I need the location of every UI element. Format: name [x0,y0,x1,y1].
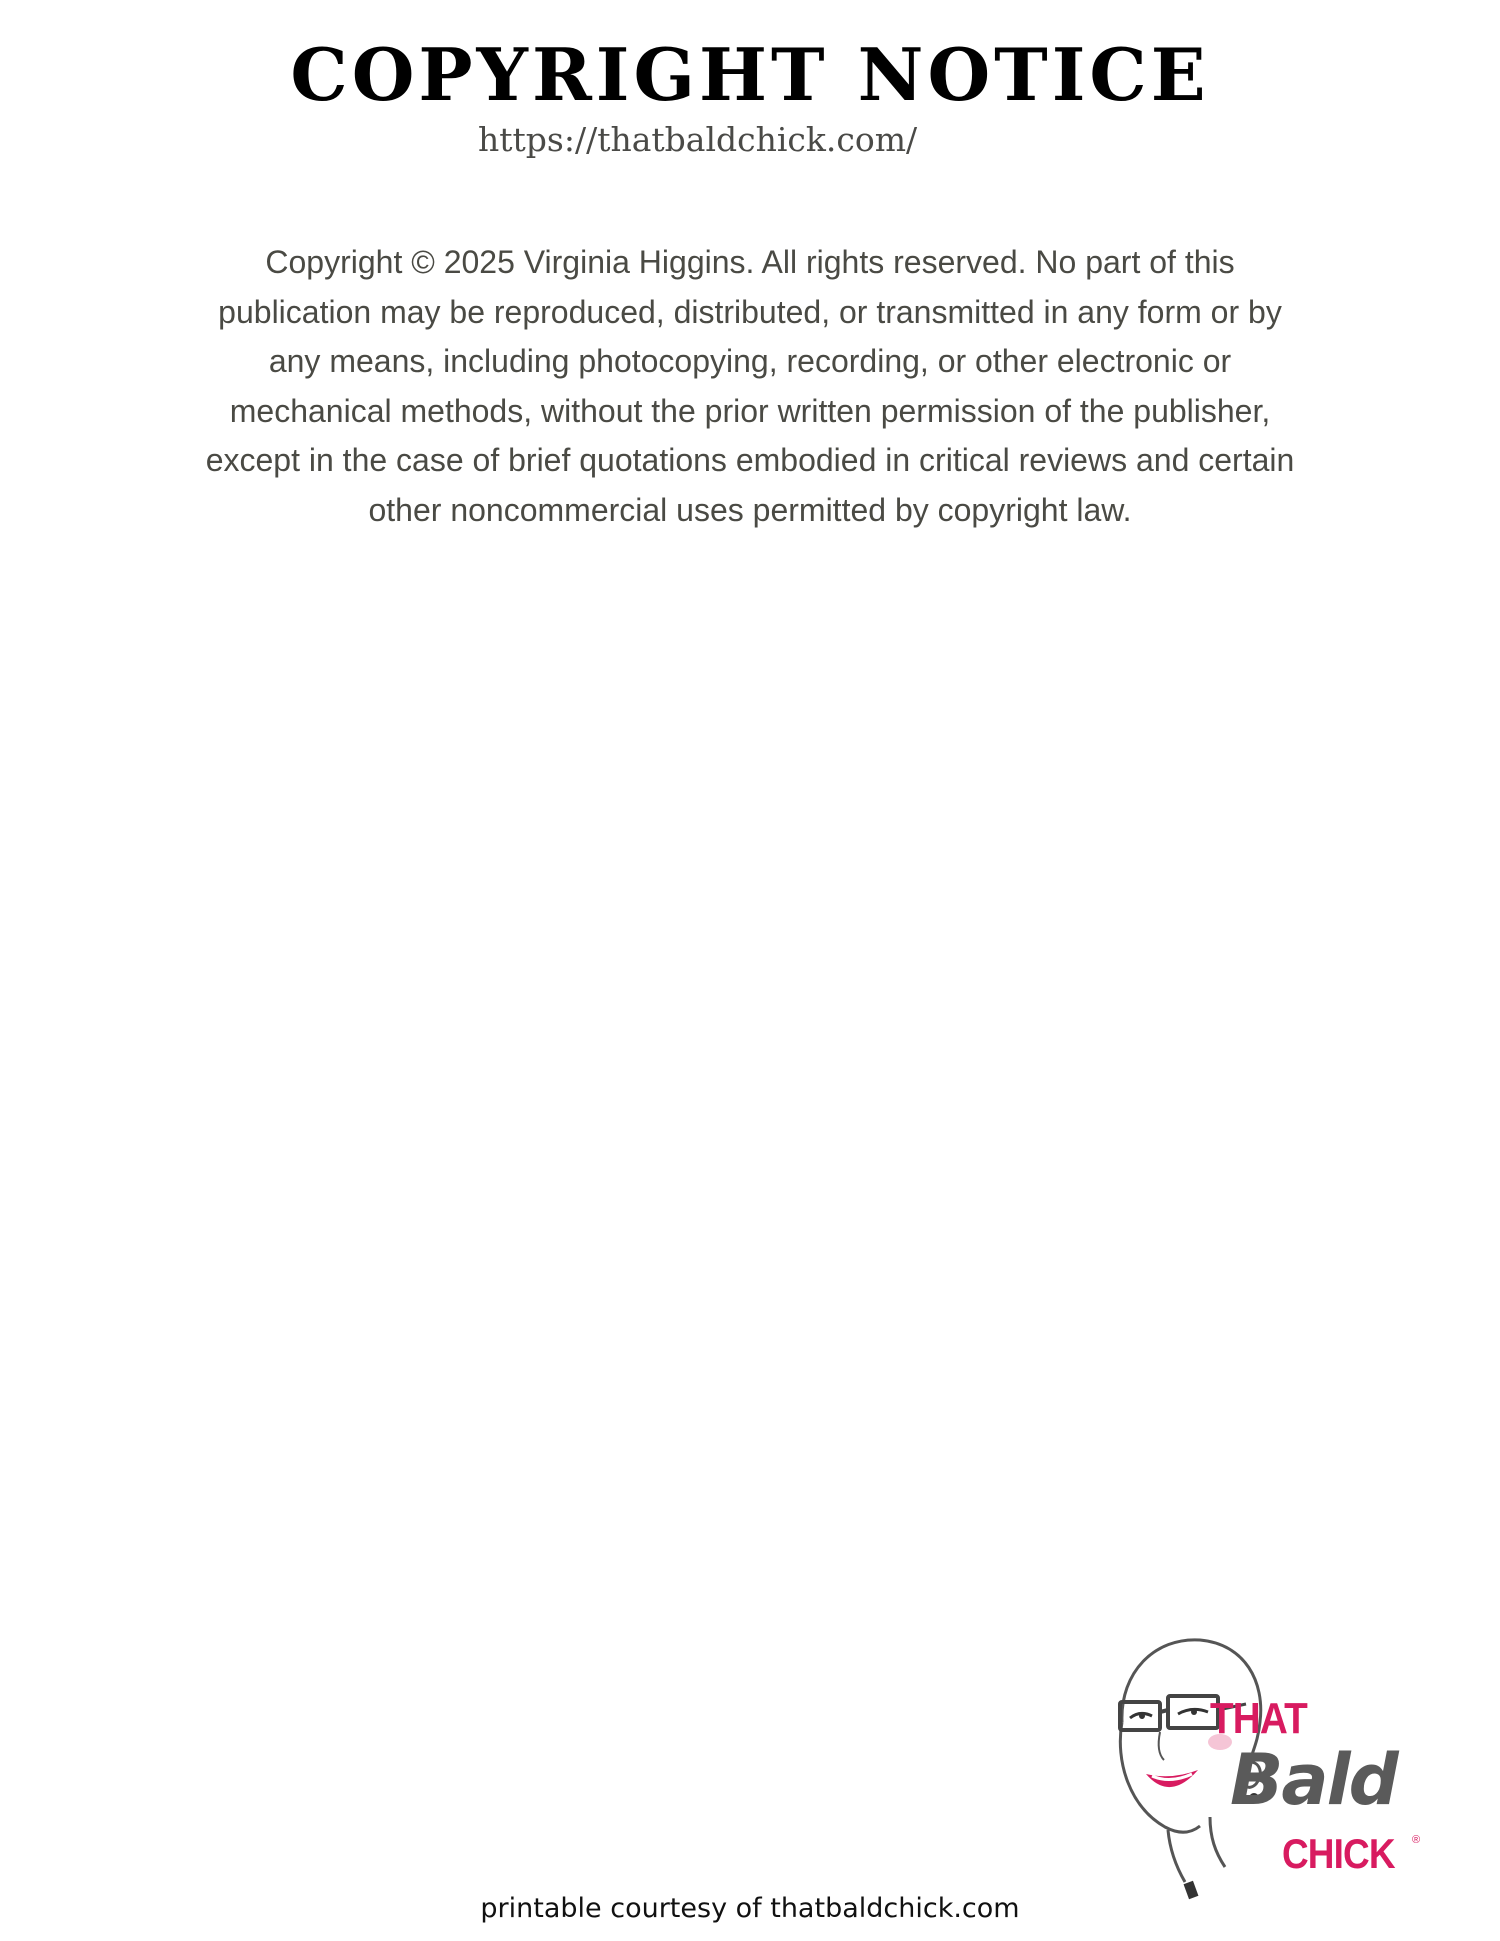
copyright-line: any means, including photocopying, recording, or other electronic or [268,343,1232,379]
copyright-paragraph [125,238,1375,535]
footer-credit: printable courtesy of thatbaldchick.com [480,1893,1020,1924]
copyright-line: other noncommercial uses permitted by copyright law. [368,491,1132,528]
website-url: https://thatbaldchick.com/ [478,120,918,159]
logo-word-chick: CHICK [1282,1830,1395,1877]
registered-mark: ® [1412,1834,1421,1846]
copyright-line: mechanical methods, without the prior written permission of the publisher, [229,392,1271,429]
copyright-line: publication may be reproduced, distributed, or transmitted in any form or by [218,293,1282,330]
page-title: COPYRIGHT NOTICE [290,32,1210,117]
copyright-line: Copyright © 2025 Virginia Higgins. All rights reserved. No part of this [265,244,1235,280]
logo-word-bald: Bald [1230,1739,1397,1821]
copyright-line: except in the case of brief quotations embodied in critical reviews and certain [205,442,1295,478]
logo-word-that: THAT [1210,1694,1307,1743]
that-bald-chick-logo [1060,1612,1440,1902]
